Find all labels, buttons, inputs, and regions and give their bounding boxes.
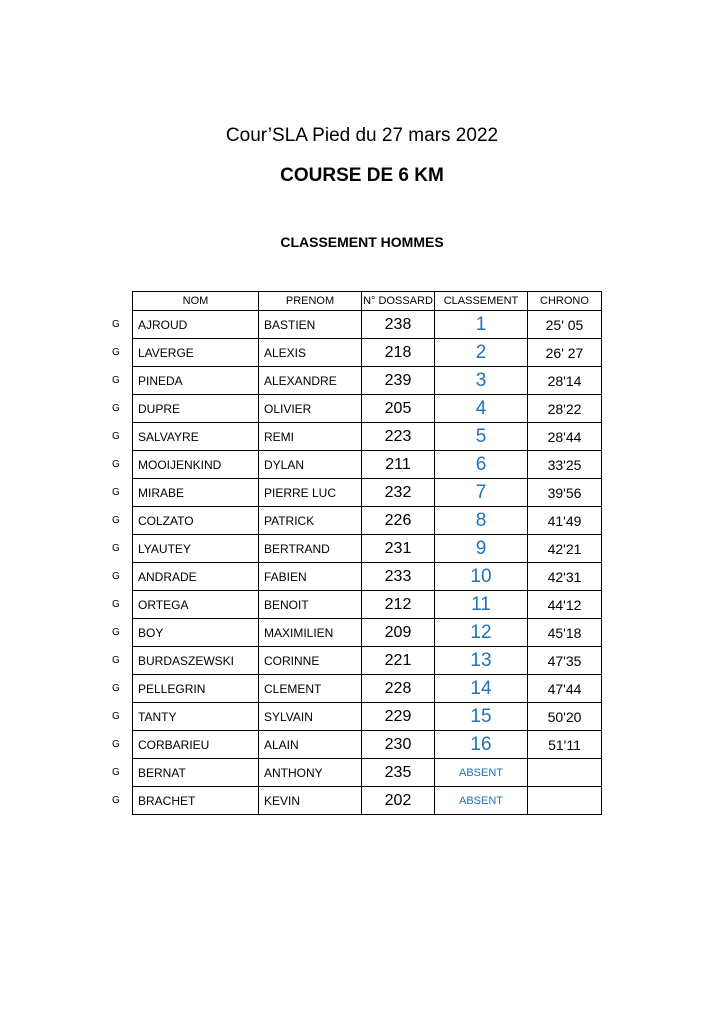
bib-cell: 205: [362, 395, 435, 423]
bib-cell: 221: [362, 647, 435, 675]
firstname-cell: ALEXANDRE: [259, 367, 362, 395]
gender-cell: G: [112, 571, 120, 582]
table-row: [108, 619, 602, 647]
firstname-cell: REMI: [259, 423, 362, 451]
rank-cell: 4: [435, 395, 528, 423]
table-row: [108, 451, 602, 479]
rank-cell: 1: [435, 311, 528, 339]
rank-cell: 8: [435, 507, 528, 535]
name-cell: SALVAYRE: [133, 423, 259, 451]
firstname-cell: CORINNE: [259, 647, 362, 675]
time-cell: 51'11: [528, 731, 602, 759]
section-title: CLASSEMENT HOMMES: [280, 234, 444, 250]
firstname-cell: CLEMENT: [259, 675, 362, 703]
rank-cell: ABSENT: [435, 787, 528, 815]
firstname-cell: BENOIT: [259, 591, 362, 619]
name-cell: TANTY: [133, 703, 259, 731]
name-cell: COLZATO: [133, 507, 259, 535]
bib-cell: 231: [362, 535, 435, 563]
firstname-cell: BERTRAND: [259, 535, 362, 563]
time-cell: [528, 759, 602, 787]
bib-cell: 233: [362, 563, 435, 591]
bib-cell: 229: [362, 703, 435, 731]
time-cell: [528, 787, 602, 815]
name-cell: BURDASZEWSKI: [133, 647, 259, 675]
event-title: Cour’SLA Pied du 27 mars 2022: [225, 125, 499, 146]
name-cell: BERNAT: [133, 759, 259, 787]
bib-cell: 238: [362, 311, 435, 339]
time-cell: 42'21: [528, 535, 602, 563]
gender-cell: G: [112, 655, 120, 666]
time-cell: 44'12: [528, 591, 602, 619]
name-cell: AJROUD: [133, 311, 259, 339]
rank-cell: 2: [435, 339, 528, 367]
name-cell: ORTEGA: [133, 591, 259, 619]
bib-cell: 228: [362, 675, 435, 703]
table-row: [108, 395, 602, 423]
column-header-nom: NOM: [133, 292, 259, 311]
table-row: [108, 535, 602, 563]
firstname-cell: DYLAN: [259, 451, 362, 479]
time-cell: 25' 05: [528, 311, 602, 339]
time-cell: 41'49: [528, 507, 602, 535]
table-row: [108, 759, 602, 787]
rank-cell: 14: [435, 675, 528, 703]
table-row: [108, 507, 602, 535]
rank-cell: 11: [435, 591, 528, 619]
time-cell: 42'31: [528, 563, 602, 591]
table-row: [108, 423, 602, 451]
bib-cell: 223: [362, 423, 435, 451]
column-header-dossard: N° DOSSARD: [362, 292, 435, 311]
rank-cell: 12: [435, 619, 528, 647]
name-cell: PINEDA: [133, 367, 259, 395]
rank-cell: 15: [435, 703, 528, 731]
rank-cell: 9: [435, 535, 528, 563]
gender-cell: G: [112, 711, 120, 722]
rank-cell: 6: [435, 451, 528, 479]
name-cell: MIRABE: [133, 479, 259, 507]
table-row: [108, 647, 602, 675]
column-header-classement: CLASSEMENT: [435, 292, 528, 311]
bib-cell: 230: [362, 731, 435, 759]
bib-cell: 212: [362, 591, 435, 619]
gender-cell: G: [112, 403, 120, 414]
name-cell: CORBARIEU: [133, 731, 259, 759]
gender-cell: G: [112, 767, 120, 778]
time-cell: 28'44: [528, 423, 602, 451]
table-row: [108, 675, 602, 703]
table-row: [108, 311, 602, 339]
bib-cell: 218: [362, 339, 435, 367]
firstname-cell: FABIEN: [259, 563, 362, 591]
table-row: [108, 339, 602, 367]
gender-cell: G: [112, 375, 120, 386]
firstname-cell: BASTIEN: [259, 311, 362, 339]
bib-cell: 202: [362, 787, 435, 815]
rank-cell: 3: [435, 367, 528, 395]
gender-cell: G: [112, 347, 120, 358]
gender-cell: G: [112, 795, 120, 806]
gender-cell: G: [112, 431, 120, 442]
name-cell: PELLEGRIN: [133, 675, 259, 703]
bib-cell: 235: [362, 759, 435, 787]
gender-cell: G: [112, 515, 120, 526]
time-cell: 47'44: [528, 675, 602, 703]
time-cell: 33'25: [528, 451, 602, 479]
gender-cell: G: [112, 319, 120, 330]
course-title: COURSE DE 6 KM: [280, 165, 444, 186]
name-cell: DUPRE: [133, 395, 259, 423]
name-cell: LYAUTEY: [133, 535, 259, 563]
firstname-cell: KEVIN: [259, 787, 362, 815]
gender-cell: G: [112, 739, 120, 750]
gender-cell: G: [112, 683, 120, 694]
table-row: [108, 787, 602, 815]
gender-cell: G: [112, 543, 120, 554]
time-cell: 28'14: [528, 367, 602, 395]
firstname-cell: MAXIMILIEN: [259, 619, 362, 647]
name-cell: BOY: [133, 619, 259, 647]
column-header-chrono: CHRONO: [528, 292, 602, 311]
name-cell: BRACHET: [133, 787, 259, 815]
firstname-cell: OLIVIER: [259, 395, 362, 423]
time-cell: 26' 27: [528, 339, 602, 367]
name-cell: MOOIJENKIND: [133, 451, 259, 479]
table-row: [108, 703, 602, 731]
column-header-prenom: PRENOM: [259, 292, 362, 311]
firstname-cell: ALEXIS: [259, 339, 362, 367]
bib-cell: 209: [362, 619, 435, 647]
gender-header: [108, 292, 133, 311]
results-table: [108, 291, 602, 815]
rank-cell: 7: [435, 479, 528, 507]
firstname-cell: PIERRE LUC: [259, 479, 362, 507]
rank-cell: ABSENT: [435, 759, 528, 787]
table-row: [108, 367, 602, 395]
time-cell: 50'20: [528, 703, 602, 731]
firstname-cell: ANTHONY: [259, 759, 362, 787]
rank-cell: 10: [435, 563, 528, 591]
time-cell: 28'22: [528, 395, 602, 423]
name-cell: LAVERGE: [133, 339, 259, 367]
rank-cell: 16: [435, 731, 528, 759]
time-cell: 47'35: [528, 647, 602, 675]
firstname-cell: SYLVAIN: [259, 703, 362, 731]
name-cell: ANDRADE: [133, 563, 259, 591]
table-row: [108, 479, 602, 507]
table-row: [108, 731, 602, 759]
gender-cell: G: [112, 627, 120, 638]
bib-cell: 226: [362, 507, 435, 535]
table-row: [108, 563, 602, 591]
bib-cell: 239: [362, 367, 435, 395]
header-row: [108, 292, 602, 311]
rank-cell: 5: [435, 423, 528, 451]
time-cell: 45'18: [528, 619, 602, 647]
bib-cell: 211: [362, 451, 435, 479]
table-row: [108, 591, 602, 619]
firstname-cell: PATRICK: [259, 507, 362, 535]
gender-cell: G: [112, 487, 120, 498]
firstname-cell: ALAIN: [259, 731, 362, 759]
bib-cell: 232: [362, 479, 435, 507]
gender-cell: G: [112, 459, 120, 470]
rank-cell: 13: [435, 647, 528, 675]
time-cell: 39'56: [528, 479, 602, 507]
gender-cell: G: [112, 599, 120, 610]
